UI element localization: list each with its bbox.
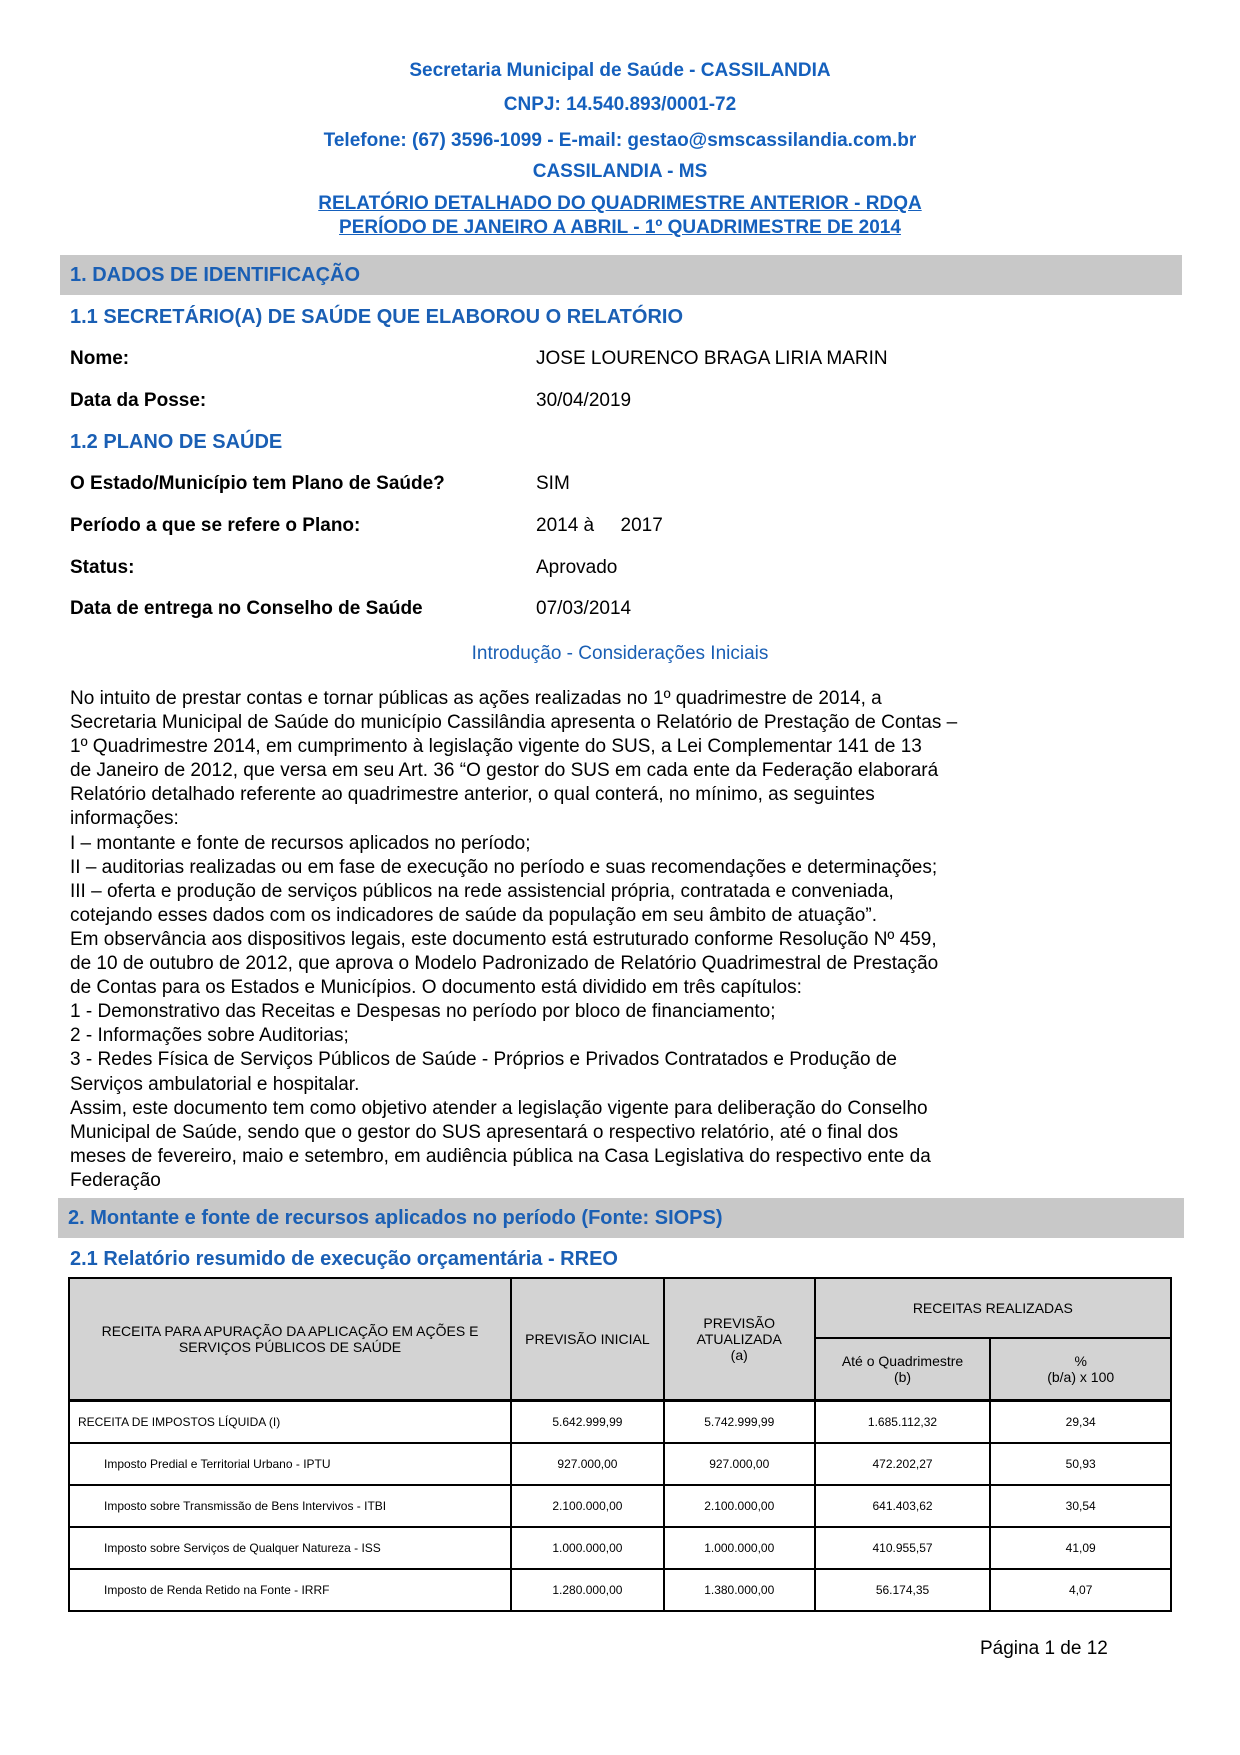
posse-label: Data da Posse: <box>70 390 207 411</box>
section-2-heading: 2. Montante e fonte de recursos aplicados no período (Fonte: SIOPS) <box>58 1198 1184 1238</box>
row-previsao-atualizada: 5.742.999,99 <box>664 1401 815 1444</box>
intro-line: cotejando esses dados com os indicadores de saúde da população em seu âmbito de atuação”. <box>70 904 877 926</box>
intro-body <box>70 687 1170 1193</box>
intro-line: Municipal de Saúde, sendo que o gestor do SUS apresentará o respectivo relatório, até o final dos <box>70 1121 899 1143</box>
col-header-percent <box>990 1338 1171 1401</box>
table-row <box>69 1443 1171 1485</box>
rreo-table <box>68 1277 1172 1612</box>
row-desc: Imposto de Renda Retido na Fonte - IRRF <box>69 1569 511 1611</box>
intro-title: Introdução - Considerações Iniciais <box>471 643 769 664</box>
row-percent: 41,09 <box>990 1527 1171 1569</box>
row-desc: Imposto sobre Transmissão de Bens Intervivos - ITBI <box>69 1485 511 1527</box>
intro-line: de Contas para os Estados e Municípios. O documento está dividido em três capítulos: <box>70 977 802 999</box>
plano-label: O Estado/Município tem Plano de Saúde? <box>70 473 445 494</box>
intro-line: Serviços ambulatorial e hospitalar. <box>70 1073 360 1095</box>
table-row <box>69 1485 1171 1527</box>
row-previsao-atualizada: 1.380.000,00 <box>664 1569 815 1611</box>
col-header-ate-line1: Até o Quadrimestre <box>841 1353 964 1369</box>
posse-value: 30/04/2019 <box>536 390 632 411</box>
row-previsao-inicial: 1.000.000,00 <box>511 1527 664 1569</box>
intro-line: informações: <box>70 808 179 830</box>
row-previsao-inicial: 5.642.999,99 <box>511 1401 664 1444</box>
row-percent: 50,93 <box>990 1443 1171 1485</box>
row-previsao-inicial: 2.100.000,00 <box>511 1485 664 1527</box>
intro-line: de 10 de outubro de 2012, que aprova o Modelo Padronizado de Relatório Quadrimestral de Prestação <box>70 953 939 975</box>
col-header-ate-line2: (b) <box>893 1369 912 1385</box>
nome-label: Nome: <box>70 348 130 369</box>
table-row <box>69 1527 1171 1569</box>
periodo-label: Período a que se refere o Plano: <box>70 515 361 536</box>
col-header-percent-line2: (b/a) x 100 <box>1047 1369 1115 1385</box>
col-header-percent-line1: % <box>1074 1353 1087 1369</box>
status-label: Status: <box>70 557 135 578</box>
row-realizada: 410.955,57 <box>815 1527 991 1569</box>
nome-value: JOSE LOURENCO BRAGA LIRIA MARIN <box>536 348 888 369</box>
header-line-cnpj: CNPJ: 14.540.893/0001-72 <box>503 94 737 115</box>
report-period: PERÍODO DE JANEIRO A ABRIL - 1º QUADRIMESTRE DE 2014 <box>339 217 901 238</box>
row-realizada: 1.685.112,32 <box>815 1401 991 1444</box>
header-line-secretaria: Secretaria Municipal de Saúde - CASSILANDIA <box>409 60 831 81</box>
intro-line: No intuito de prestar contas e tornar públicas as ações realizadas no 1º quadrimestre de 2014, a <box>70 688 882 709</box>
intro-line: 2 - Informações sobre Auditorias; <box>70 1025 349 1047</box>
row-desc: Imposto Predial e Territorial Urbano - IPTU <box>69 1443 511 1485</box>
row-previsao-atualizada: 927.000,00 <box>664 1443 815 1485</box>
entrega-value: 07/03/2014 <box>536 598 632 619</box>
col-header-previsao-atualizada-line2: ATUALIZADA <box>696 1331 782 1347</box>
entrega-label: Data de entrega no Conselho de Saúde <box>70 598 423 619</box>
col-header-previsao-inicial: PREVISÃO INICIAL <box>511 1278 664 1401</box>
plano-value: SIM <box>536 473 570 494</box>
row-previsao-atualizada: 2.100.000,00 <box>664 1485 815 1527</box>
intro-line: de Janeiro de 2012, que versa em seu Art. 36 “O gestor do SUS em cada ente da Federação elaborará <box>70 760 939 782</box>
subsection-2-1-heading: 2.1 Relatório resumido de execução orçamentária - RREO <box>70 1248 618 1270</box>
page-number: Página 1 de 12 <box>980 1638 1108 1659</box>
intro-line: I – montante e fonte de recursos aplicados no período; <box>70 832 531 854</box>
intro-line: 1 - Demonstrativo das Receitas e Despesas no período por bloco de financiamento; <box>70 1001 776 1023</box>
intro-line: Relatório detalhado referente ao quadrimestre anterior, o qual conterá, no mínimo, as seguintes <box>70 784 875 806</box>
intro-line: Secretaria Municipal de Saúde do município Cassilândia apresenta o Relatório de Prestação de Contas – <box>70 712 958 734</box>
subsection-1-1-heading: 1.1 SECRETÁRIO(A) DE SAÚDE QUE ELABOROU O RELATÓRIO <box>70 306 684 328</box>
col-header-receitas-realizadas: RECEITAS REALIZADAS <box>815 1278 1171 1338</box>
intro-line: Em observância aos dispositivos legais, este documento está estruturado conforme Resolução Nº 459, <box>70 928 937 950</box>
subsection-1-2-heading: 1.2 PLANO DE SAÚDE <box>70 431 283 453</box>
col-header-previsao-atualizada-line1: PREVISÃO <box>703 1315 776 1331</box>
intro-line: 3 - Redes Física de Serviços Públicos de Saúde - Próprios e Privados Contratados e Produção de <box>70 1049 897 1071</box>
header-line-city: CASSILANDIA - MS <box>532 161 708 182</box>
intro-line: meses de fevereiro, maio e setembro, em audiência pública na Casa Legislativa do respectivo ente da <box>70 1145 931 1167</box>
table-row <box>69 1569 1171 1611</box>
intro-line: II – auditorias realizadas ou em fase de execução no período e suas recomendações e determinações; <box>70 856 938 878</box>
header-line-contact: Telefone: (67) 3596-1099 - E-mail: gestao@smscassilandia.com.br <box>323 130 917 151</box>
row-previsao-atualizada: 1.000.000,00 <box>664 1527 815 1569</box>
row-realizada: 56.174,35 <box>815 1569 991 1611</box>
col-header-previsao-atualizada <box>664 1278 815 1401</box>
row-percent: 4,07 <box>990 1569 1171 1611</box>
row-desc: Imposto sobre Serviços de Qualquer Natureza - ISS <box>69 1527 511 1569</box>
row-realizada: 641.403,62 <box>815 1485 991 1527</box>
row-realizada: 472.202,27 <box>815 1443 991 1485</box>
intro-line: 1º Quadrimestre 2014, em cumprimento à legislação vigente do SUS, a Lei Complementar 141 de 13 <box>70 736 922 758</box>
table-row <box>69 1401 1171 1444</box>
section-1-heading: 1. DADOS DE IDENTIFICAÇÃO <box>60 255 1182 295</box>
col-header-previsao-atualizada-line3: (a) <box>730 1347 748 1363</box>
row-percent: 30,54 <box>990 1485 1171 1527</box>
col-header-receita: RECEITA PARA APURAÇÃO DA APLICAÇÃO EM AÇÕES E SERVIÇOS PÚBLICOS DE SAÚDE <box>69 1278 511 1401</box>
periodo-value: 2014 à 2017 <box>536 515 663 536</box>
row-desc: RECEITA DE IMPOSTOS LÍQUIDA (I) <box>69 1401 511 1444</box>
row-previsao-inicial: 1.280.000,00 <box>511 1569 664 1611</box>
intro-line: Federação <box>70 1169 161 1191</box>
col-header-ate-quadrimestre <box>815 1338 991 1401</box>
report-title: RELATÓRIO DETALHADO DO QUADRIMESTRE ANTERIOR - RDQA <box>318 193 922 214</box>
row-previsao-inicial: 927.000,00 <box>511 1443 664 1485</box>
intro-line: Assim, este documento tem como objetivo atender a legislação vigente para deliberação do Conselho <box>70 1097 928 1119</box>
status-value: Aprovado <box>536 557 618 578</box>
intro-line: III – oferta e produção de serviços públicos na rede assistencial própria, contratada e conveniada, <box>70 880 894 902</box>
row-percent: 29,34 <box>990 1401 1171 1444</box>
